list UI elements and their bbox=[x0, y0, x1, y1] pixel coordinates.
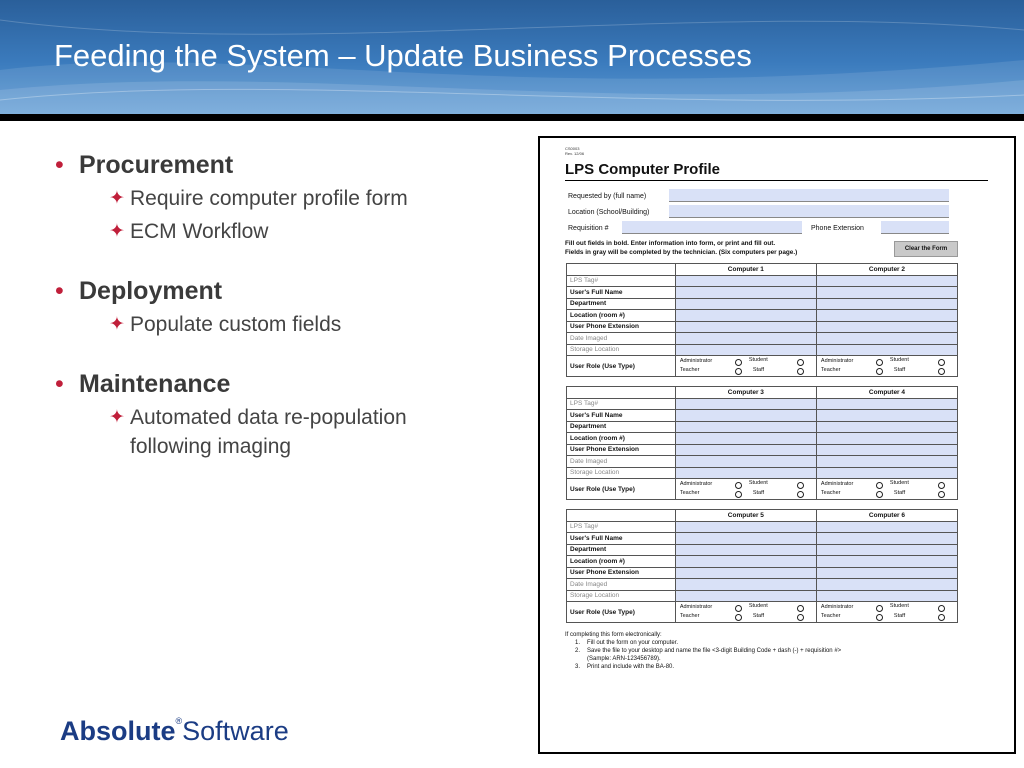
row-label: Storage Location bbox=[567, 467, 676, 479]
row-label: User Phone Extension bbox=[567, 321, 676, 333]
clear-form-button[interactable]: Clear the Form bbox=[894, 241, 958, 257]
input-cell[interactable] bbox=[816, 467, 957, 479]
table-row bbox=[567, 298, 958, 310]
radio-button[interactable] bbox=[938, 482, 945, 489]
role-cell bbox=[816, 602, 957, 623]
input-cell[interactable] bbox=[675, 310, 816, 322]
role-option-label: Student bbox=[748, 603, 768, 609]
table-row bbox=[567, 590, 958, 602]
table-row bbox=[567, 433, 958, 445]
row-label: User's Full Name bbox=[567, 410, 676, 422]
form-footer bbox=[565, 631, 988, 671]
sub-bullet-label: Populate custom fields bbox=[130, 313, 342, 336]
footer-step: 3. Print and include with the BA-80. bbox=[575, 664, 675, 670]
sub-bullet bbox=[52, 184, 492, 213]
input-cell[interactable] bbox=[816, 398, 957, 410]
row-label: User's Full Name bbox=[567, 533, 676, 545]
table-row bbox=[567, 479, 958, 500]
logo-registered: ® bbox=[175, 716, 183, 726]
table-row bbox=[567, 275, 958, 287]
table-row bbox=[567, 356, 958, 377]
bullet-dot-icon: • bbox=[55, 277, 64, 305]
radio-button[interactable] bbox=[876, 491, 883, 498]
radio-button[interactable] bbox=[797, 491, 804, 498]
input-cell[interactable] bbox=[675, 444, 816, 456]
location-row bbox=[565, 205, 988, 219]
radio-button[interactable] bbox=[735, 359, 742, 366]
radio-button[interactable] bbox=[938, 368, 945, 375]
table-row bbox=[567, 467, 958, 479]
input-cell[interactable] bbox=[675, 421, 816, 433]
sub-bullet bbox=[52, 217, 492, 246]
form-instructions bbox=[565, 239, 988, 257]
table-row bbox=[567, 544, 958, 556]
input-cell[interactable] bbox=[675, 344, 816, 356]
table-row bbox=[567, 456, 958, 468]
footer-step: 2. Save the file to your desktop and name the file <3-digit Building Code + dash (-) + requisition #> bbox=[575, 648, 842, 654]
role-option-label: Student bbox=[748, 357, 768, 363]
input-cell[interactable] bbox=[675, 521, 816, 533]
role-option-label: Staff bbox=[893, 613, 906, 619]
radio-button[interactable] bbox=[735, 491, 742, 498]
table-row bbox=[567, 333, 958, 345]
role-cell bbox=[675, 602, 816, 623]
requested-by-label: Requested by (full name) bbox=[568, 193, 647, 200]
row-label: LPS Tag# bbox=[567, 275, 676, 287]
input-cell[interactable] bbox=[816, 533, 957, 545]
input-cell[interactable] bbox=[675, 467, 816, 479]
table-row bbox=[567, 533, 958, 545]
table-row bbox=[567, 421, 958, 433]
bullet-dot-icon: • bbox=[55, 151, 64, 179]
radio-button[interactable] bbox=[938, 359, 945, 366]
input-cell[interactable] bbox=[675, 544, 816, 556]
input-cell[interactable] bbox=[675, 333, 816, 345]
role-option-label: Administrator bbox=[679, 358, 713, 364]
role-option-label: Administrator bbox=[820, 481, 854, 487]
computer-profile-form-image bbox=[538, 136, 1016, 754]
role-cell bbox=[816, 479, 957, 500]
input-cell[interactable] bbox=[675, 456, 816, 468]
role-cell bbox=[675, 479, 816, 500]
radio-button[interactable] bbox=[797, 482, 804, 489]
input-cell[interactable] bbox=[675, 579, 816, 591]
role-option-label: Administrator bbox=[820, 604, 854, 610]
row-label: Department bbox=[567, 421, 676, 433]
radio-button[interactable] bbox=[938, 491, 945, 498]
row-label: Location (room #) bbox=[567, 433, 676, 445]
row-label: Date Imaged bbox=[567, 333, 676, 345]
radio-button[interactable] bbox=[938, 605, 945, 612]
table-corner bbox=[567, 264, 676, 276]
role-option-label: Student bbox=[748, 480, 768, 486]
requisition-row bbox=[565, 221, 988, 235]
input-cell[interactable] bbox=[816, 521, 957, 533]
requested-by-field[interactable] bbox=[669, 189, 949, 202]
input-cell[interactable] bbox=[816, 590, 957, 602]
input-cell[interactable] bbox=[816, 579, 957, 591]
row-label: Department bbox=[567, 544, 676, 556]
radio-button[interactable] bbox=[735, 614, 742, 621]
star-bullet-icon: ✦ bbox=[109, 221, 125, 242]
radio-button[interactable] bbox=[797, 605, 804, 612]
radio-button[interactable] bbox=[797, 614, 804, 621]
input-cell[interactable] bbox=[675, 275, 816, 287]
table-row bbox=[567, 321, 958, 333]
role-option-label: Teacher bbox=[679, 613, 700, 619]
role-option-label: Teacher bbox=[820, 613, 841, 619]
computer-profile-table bbox=[566, 263, 958, 377]
table-row bbox=[567, 287, 958, 299]
star-bullet-icon: ✦ bbox=[109, 407, 125, 428]
computer-column-header: Computer 6 bbox=[816, 510, 957, 522]
table-row bbox=[567, 398, 958, 410]
radio-button[interactable] bbox=[735, 482, 742, 489]
table-row bbox=[567, 410, 958, 422]
table-row bbox=[567, 310, 958, 322]
sub-bullet-label: ECM Workflow bbox=[130, 220, 269, 243]
input-cell[interactable] bbox=[816, 544, 957, 556]
bullet-list bbox=[52, 150, 492, 461]
input-cell[interactable] bbox=[816, 456, 957, 468]
radio-button[interactable] bbox=[797, 359, 804, 366]
radio-button[interactable] bbox=[876, 359, 883, 366]
footer-step: 1. Fill out the form on your computer. bbox=[575, 640, 679, 646]
bullet-procurement bbox=[52, 150, 492, 180]
logo-light: Software bbox=[182, 716, 289, 746]
footer-intro: If completing this form electronically: bbox=[565, 632, 662, 638]
table-row bbox=[567, 556, 958, 568]
table-row bbox=[567, 567, 958, 579]
input-cell[interactable] bbox=[816, 344, 957, 356]
instruction-line: Fields in gray will be completed by the technician. (Six computers per page.) bbox=[565, 249, 798, 256]
role-cell bbox=[675, 356, 816, 377]
input-cell[interactable] bbox=[675, 533, 816, 545]
input-cell[interactable] bbox=[816, 433, 957, 445]
footer-step-text: Fill out the form on your computer. bbox=[587, 640, 679, 646]
role-option-label: Teacher bbox=[679, 490, 700, 496]
role-option-label: Teacher bbox=[679, 367, 700, 373]
form-code bbox=[565, 146, 988, 156]
row-label: Date Imaged bbox=[567, 456, 676, 468]
row-label: Date Imaged bbox=[567, 579, 676, 591]
row-label: Location (room #) bbox=[567, 310, 676, 322]
row-label: Location (room #) bbox=[567, 556, 676, 568]
input-cell[interactable] bbox=[675, 556, 816, 568]
sub-bullet bbox=[52, 310, 492, 339]
phone-ext-field[interactable] bbox=[881, 221, 949, 234]
radio-button[interactable] bbox=[876, 614, 883, 621]
radio-button[interactable] bbox=[876, 368, 883, 375]
input-cell[interactable] bbox=[816, 287, 957, 299]
input-cell[interactable] bbox=[816, 333, 957, 345]
sub-bullet bbox=[52, 403, 492, 461]
role-option-label: Student bbox=[889, 480, 909, 486]
sub-bullet-label: Automated data re-population following imaging bbox=[130, 406, 407, 458]
role-option-label: Staff bbox=[893, 490, 906, 496]
bullet-label: Maintenance bbox=[79, 370, 231, 398]
row-label: Storage Location bbox=[567, 344, 676, 356]
input-cell[interactable] bbox=[816, 321, 957, 333]
table-row bbox=[567, 521, 958, 533]
phone-ext-label: Phone Extension bbox=[811, 225, 864, 232]
computer-profile-table bbox=[566, 386, 958, 500]
computer-column-header: Computer 2 bbox=[816, 264, 957, 276]
input-cell[interactable] bbox=[675, 567, 816, 579]
input-cell[interactable] bbox=[675, 298, 816, 310]
computer-column-header: Computer 5 bbox=[675, 510, 816, 522]
role-option-label: Student bbox=[889, 603, 909, 609]
computer-column-header: Computer 3 bbox=[675, 387, 816, 399]
absolute-software-logo bbox=[60, 716, 289, 747]
sub-bullet-label: Require computer profile form bbox=[130, 187, 408, 210]
input-cell[interactable] bbox=[816, 410, 957, 422]
input-cell[interactable] bbox=[675, 398, 816, 410]
input-cell[interactable] bbox=[816, 556, 957, 568]
row-label: User Role (Use Type) bbox=[567, 479, 676, 500]
table-corner bbox=[567, 387, 676, 399]
table-row bbox=[567, 344, 958, 356]
requested-by-row bbox=[565, 189, 988, 203]
radio-button[interactable] bbox=[938, 614, 945, 621]
radio-button[interactable] bbox=[797, 368, 804, 375]
table-row bbox=[567, 602, 958, 623]
form-code-line: CS0003 bbox=[565, 146, 580, 151]
location-label: Location (School/Building) bbox=[568, 209, 650, 216]
form-title: LPS Computer Profile bbox=[565, 161, 988, 181]
row-label: Storage Location bbox=[567, 590, 676, 602]
role-option-label: Staff bbox=[752, 490, 765, 496]
role-cell bbox=[816, 356, 957, 377]
footer-step-text: Save the file to your desktop and name the file <3-digit Building Code + dash (-) + requisition #> bbox=[587, 648, 842, 654]
radio-button[interactable] bbox=[735, 605, 742, 612]
row-label: User Role (Use Type) bbox=[567, 356, 676, 377]
input-cell[interactable] bbox=[675, 287, 816, 299]
input-cell[interactable] bbox=[675, 410, 816, 422]
row-label: LPS Tag# bbox=[567, 398, 676, 410]
header-divider bbox=[0, 114, 1024, 121]
radio-button[interactable] bbox=[735, 368, 742, 375]
row-label: User Role (Use Type) bbox=[567, 602, 676, 623]
bullet-label: Deployment bbox=[79, 277, 223, 305]
row-label: LPS Tag# bbox=[567, 521, 676, 533]
slide-title: Feeding the System – Update Business Processes bbox=[54, 38, 752, 73]
footer-step bbox=[565, 655, 988, 663]
role-option-label: Staff bbox=[752, 613, 765, 619]
role-option-label: Administrator bbox=[820, 358, 854, 364]
input-cell[interactable] bbox=[816, 298, 957, 310]
requisition-label: Requisition # bbox=[568, 225, 609, 232]
table-corner bbox=[567, 510, 676, 522]
bullet-label: Procurement bbox=[79, 151, 234, 179]
input-cell[interactable] bbox=[816, 567, 957, 579]
logo-bold: Absolute bbox=[60, 716, 176, 746]
form-code-line: Rev. 12/06 bbox=[565, 151, 585, 156]
radio-button[interactable] bbox=[876, 605, 883, 612]
location-field[interactable] bbox=[669, 205, 949, 218]
row-label: Department bbox=[567, 298, 676, 310]
role-option-label: Staff bbox=[752, 367, 765, 373]
computer-column-header: Computer 1 bbox=[675, 264, 816, 276]
row-label: User's Full Name bbox=[567, 287, 676, 299]
row-label: User Phone Extension bbox=[567, 567, 676, 579]
footer-step-text: (Sample: ARN-123456789). bbox=[587, 656, 661, 662]
role-option-label: Administrator bbox=[679, 481, 713, 487]
input-cell[interactable] bbox=[816, 444, 957, 456]
computer-profile-table bbox=[566, 509, 958, 623]
table-row bbox=[567, 444, 958, 456]
input-cell[interactable] bbox=[675, 321, 816, 333]
role-option-label: Administrator bbox=[679, 604, 713, 610]
requisition-field[interactable] bbox=[622, 221, 802, 234]
radio-button[interactable] bbox=[876, 482, 883, 489]
input-cell[interactable] bbox=[816, 421, 957, 433]
bullet-maintenance bbox=[52, 369, 492, 399]
bullet-dot-icon: • bbox=[55, 370, 64, 398]
star-bullet-icon: ✦ bbox=[109, 314, 125, 335]
star-bullet-icon: ✦ bbox=[109, 188, 125, 209]
computer-column-header: Computer 4 bbox=[816, 387, 957, 399]
bullet-deployment bbox=[52, 276, 492, 306]
role-option-label: Staff bbox=[893, 367, 906, 373]
input-cell[interactable] bbox=[675, 433, 816, 445]
footer-step-text: Print and include with the BA-80. bbox=[587, 664, 675, 670]
input-cell[interactable] bbox=[816, 275, 957, 287]
instruction-line: Fill out fields in bold. Enter information into form, or print and fill out. bbox=[565, 240, 776, 247]
row-label: User Phone Extension bbox=[567, 444, 676, 456]
role-option-label: Teacher bbox=[820, 490, 841, 496]
computer-tables bbox=[565, 263, 988, 623]
slide-header bbox=[0, 0, 1024, 114]
input-cell[interactable] bbox=[816, 310, 957, 322]
input-cell[interactable] bbox=[675, 590, 816, 602]
role-option-label: Teacher bbox=[820, 367, 841, 373]
role-option-label: Student bbox=[889, 357, 909, 363]
table-row bbox=[567, 579, 958, 591]
